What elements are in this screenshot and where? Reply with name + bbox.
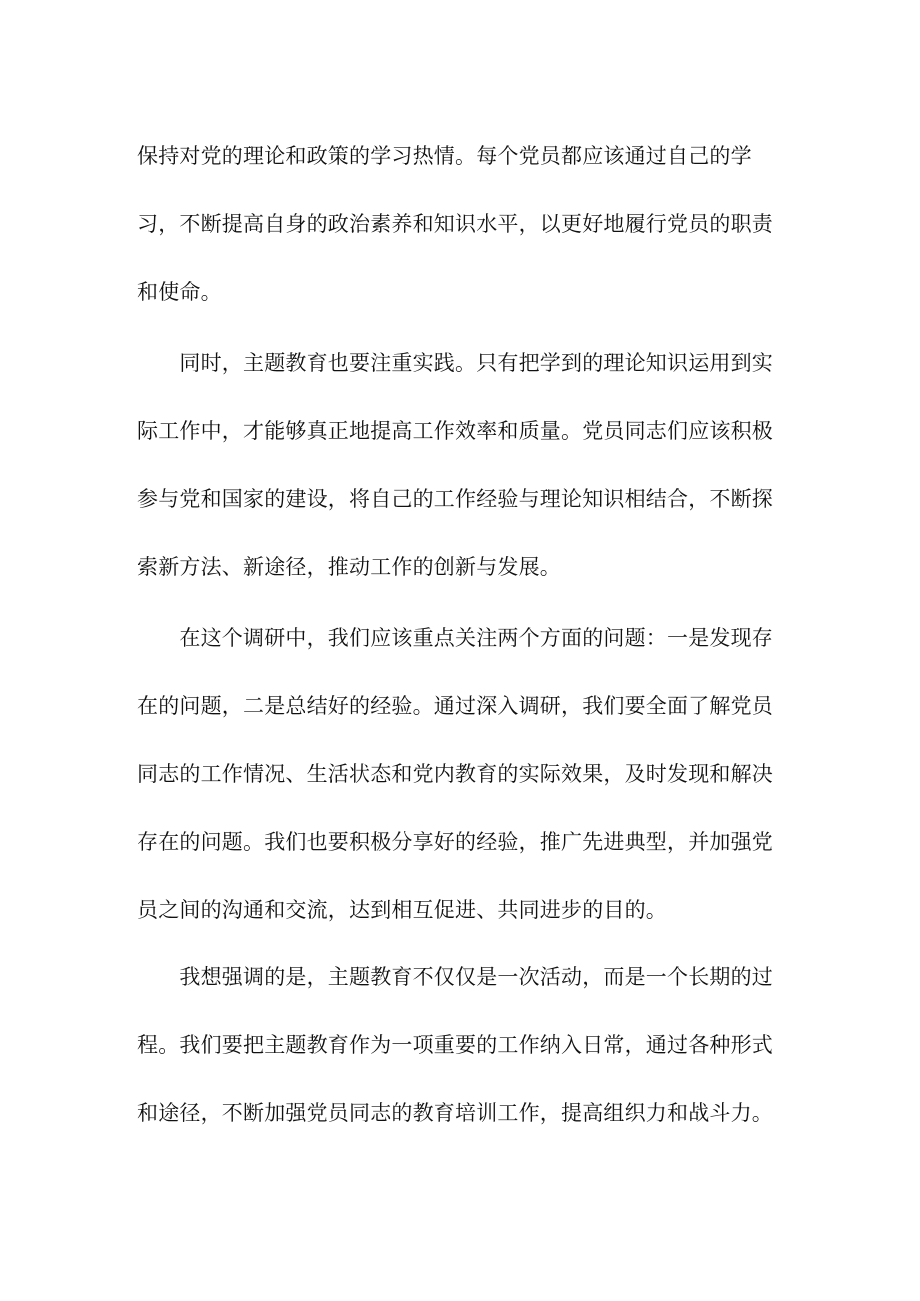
paragraph-line: 保持对党的理论和政策的学习热情。每个党员都应该通过自己的学 bbox=[137, 144, 752, 168]
paragraph-practice bbox=[137, 329, 797, 601]
paragraph-line: 程。我们要把主题教育作为一项重要的工作纳入日常，通过各种形式 bbox=[137, 1033, 773, 1057]
paragraph-line: 际工作中，才能够真正地提高工作效率和质量。党员同志们应该积极 bbox=[137, 419, 773, 443]
paragraph-line: 存在的问题。我们也要积极分享好的经验，推广先进典型，并加强党 bbox=[137, 830, 773, 854]
paragraph-line: 同志的工作情况、生活状态和党内教育的实际效果，及时发现和解决 bbox=[137, 762, 773, 786]
paragraph-line: 和途径，不断加强党员同志的教育培训工作，提高组织力和战斗力。 bbox=[137, 1101, 773, 1125]
paragraph-study-enthusiasm bbox=[137, 122, 797, 326]
paragraph-line: 我想强调的是，主题教育不仅仅是一次活动，而是一个长期的过 bbox=[137, 965, 773, 989]
paragraph-research-focus bbox=[137, 604, 797, 944]
paragraph-line: 索新方法、新途径，推动工作的创新与发展。 bbox=[137, 555, 561, 579]
paragraph-long-term-process bbox=[137, 943, 797, 1147]
paragraph-line: 在的问题，二是总结好的经验。通过深入调研，我们要全面了解党员 bbox=[137, 694, 773, 718]
paragraph-line: 习，不断提高自身的政治素养和知识水平，以更好地履行党员的职责 bbox=[137, 212, 773, 236]
paragraph-line: 员之间的沟通和交流，达到相互促进、共同进步的目的。 bbox=[137, 898, 667, 922]
paragraph-line: 和使命。 bbox=[137, 280, 222, 304]
paragraph-line: 参与党和国家的建设，将自己的工作经验与理论知识相结合，不断探 bbox=[137, 487, 773, 511]
paragraph-line: 同时，主题教育也要注重实践。只有把学到的理论知识运用到实 bbox=[137, 351, 773, 375]
paragraph-line: 在这个调研中，我们应该重点关注两个方面的问题：一是发现存 bbox=[137, 626, 773, 650]
